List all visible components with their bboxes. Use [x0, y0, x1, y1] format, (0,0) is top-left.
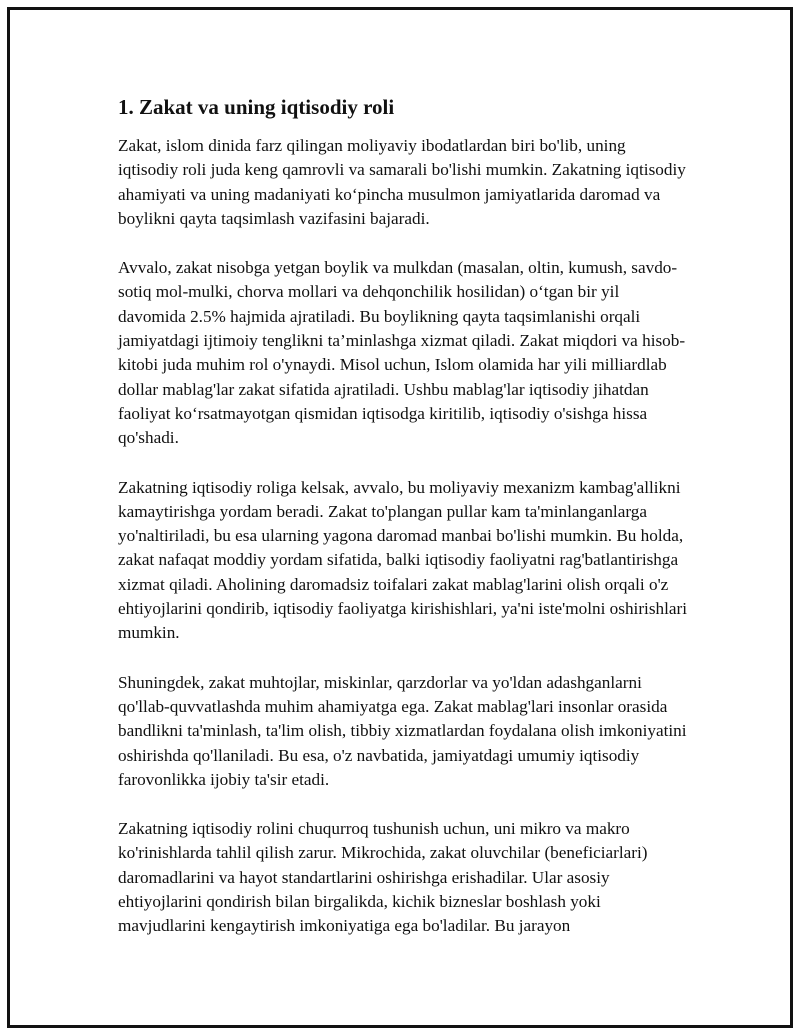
paragraph-3: Zakatning iqtisodiy roliga kelsak, avvalo, bu moliyaviy mexanizm kambag'allikni kamaytirishga yordam beradi. Zakat to'plangan pullar kam ta'minlanganlarga yo'naltiriladi, bu esa ularning yagona daromad manbai bo'lishi mumkin. Bu holda, zakat nafaqat moddiy yordam sifatida, balki iqtisodiy faoliyatni rag'batlantirishga xizmat qiladi. Aholining daromadsiz toifalari zakat mablag'larini olish orqali o'z ehtiyojlarini qondirib, iqtisodiy faoliyatga kirishishlari, ya'ni iste'molni oshirishlari mumkin.	[118, 477, 688, 643]
paragraph-5: Zakatning iqtisodiy rolini chuqurroq tushunish uchun, uni mikro va makro ko'rinishlarda tahlil qilish zarur. Mikrochida, zakat oluvchilar (beneficiarlari) daromadlarini va hayot standartlarini oshirishga erishadilar. Ular asosiy ehtiyojlarini qondirish bilan birgalikda, kichik bizneslar boshlash yoki mavjudlarini kengaytirish imkoniyatiga ega bo'ladilar. Bu jarayon	[118, 819, 648, 936]
section-heading: 1. Zakat va uning iqtisodiy roli	[118, 95, 395, 119]
document-body	[118, 94, 688, 939]
paragraph-4: Shuningdek, zakat muhtojlar, miskinlar, qarzdorlar va yo'ldan adashganlarni qo'llab-quvvatlashda muhim ahamiyatga ega. Zakat mablag'lari insonlar orasida bandlikni ta'minlash, ta'lim olish, tibbiy xizmatlardan foydalana olish imkoniyatini oshirishda qo'llaniladi. Bu esa, o'z navbatida, jamiyatdagi umumiy iqtisodiy farovonlikka ijobiy ta'sir etadi.	[118, 672, 687, 789]
paragraph-1: Zakat, islom dinida farz qilingan moliyaviy ibodatlardan biri bo'lib, uning iqtisodiy roli juda keng qamrovli va samarali bo'lishi mumkin. Zakatning iqtisodiy ahamiyati va uning madaniyati ko‘pincha musulmon jamiyatlarida daromad va boylikni qayta taqsimlash vazifasini bajaradi.	[118, 136, 686, 228]
paragraph-2: Avvalo, zakat nisobga yetgan boylik va mulkdan (masalan, oltin, kumush, savdo-sotiq mol-mulki, chorva mollari va dehqonchilik hosilidan) o‘tgan bir yil davomida 2.5% hajmida ajratiladi. Bu boylikning qayta taqsimlanishi orqali jamiyatdagi ijtimoiy tenglikni ta’minlashga xizmat qiladi. Zakat miqdori va hisob-kitobi juda muhim rol o'ynaydi. Misol uchun, Islom olamida har yili milliardlab dollar mablag'lar zakat sifatida ajratiladi. Ushbu mablag'lar iqtisodiy jihatdan faoliyat ko‘rsatmayotgan qismidan iqtisodga kiritilib, iqtisodiy o'sishga hissa qo'shadi.	[118, 258, 686, 448]
